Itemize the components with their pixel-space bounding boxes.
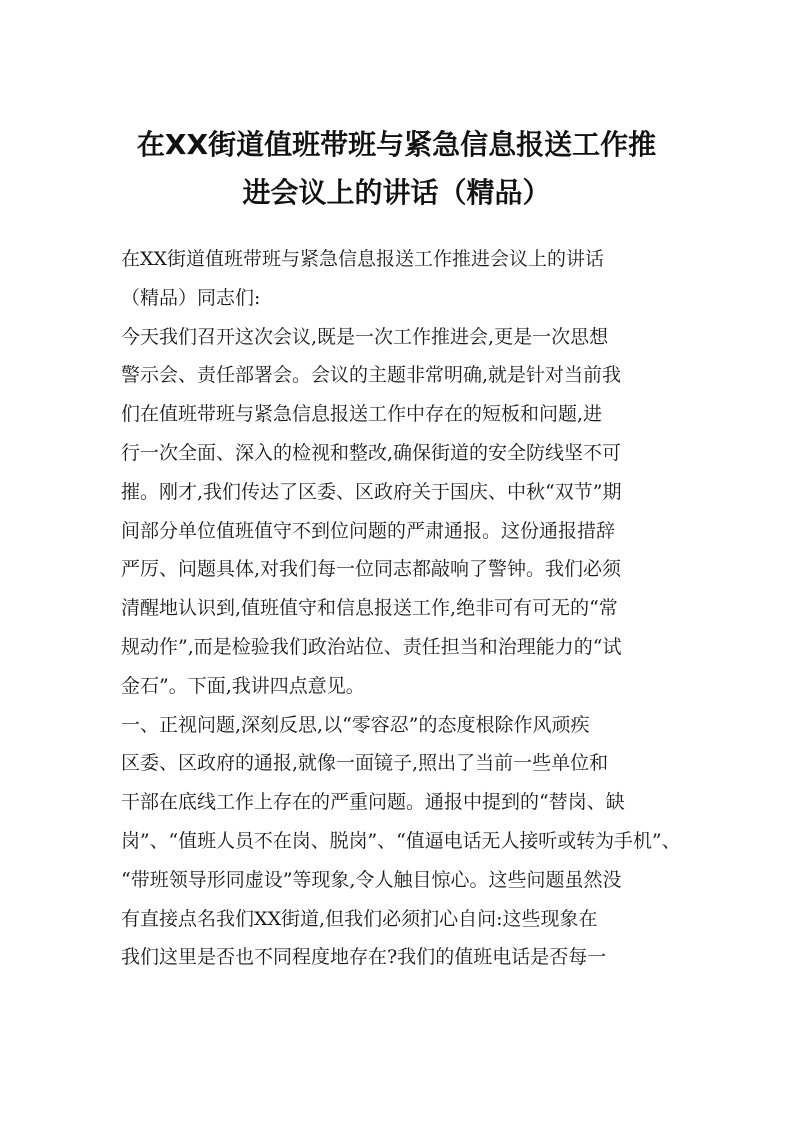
document-body (121, 240, 681, 977)
body-line: 岗”、“值班人员不在岗、脱岗”、“值逼电话无人接听或转为手机”、 (121, 829, 681, 852)
body-line: 行一次全面、深入的检视和整改,确保街道的安全防线坚不可 (121, 441, 622, 464)
body-line: 摧。刚才,我们传达了区委、区政府关于国庆、中秋“双节”期 (121, 480, 622, 503)
body-line: 有直接点名我们XX街道,但我们必须扪心自问:这些现象在 (121, 907, 598, 930)
body-line: 在XX街道值班带班与紧急信息报送工作推进会议上的讲话 (121, 248, 605, 270)
section-heading: 一、正视问题,深刻反思,以“零容忍”的态度根除作风顽疾 (121, 713, 590, 736)
body-line: 我们这里是否也不同程度地存在?我们的值班电话是否每一 (121, 946, 607, 969)
body-line: 规动作”,而是检验我们政治站位、责任担当和治理能力的“试 (121, 635, 622, 658)
body-line: 严厉、问题具体,对我们每一位同志都敲响了警钟。我们必须 (121, 558, 622, 581)
body-line: 清醒地认识到,值班值守和信息报送工作,绝非可有可无的“常 (121, 597, 618, 620)
body-line: “带班领导形同虚设”等现象,令人触目惊心。这些问题虽然没 (121, 868, 622, 891)
body-line: 金石”。下面,我讲四点意见。 (121, 674, 365, 697)
document-title-line-2: 进会议上的讲话（精品） (242, 176, 551, 209)
body-line: 警示会、责任部署会。会议的主题非常明确,就是针对当前我 (121, 364, 622, 387)
document-title-line-1: 在XX街道值班带班与紧急信息报送工作推 (136, 128, 657, 161)
body-line: （精品）同志们: (121, 286, 261, 309)
body-line: 干部在底线工作上存在的严重问题。通报中提到的“替岗、缺 (121, 791, 625, 814)
body-line: 今天我们召开这次会议,既是一次工作推进会,更是一次思想 (121, 325, 609, 348)
body-line: 们在值班带班与紧急信息报送工作中存在的短板和问题,进 (121, 403, 603, 426)
body-line: 区委、区政府的通报,就像一面镜子,照出了当前一些单位和 (121, 752, 609, 775)
body-line: 间部分单位值班值守不到位问题的严肃通报。这份通报措辞 (121, 519, 616, 542)
